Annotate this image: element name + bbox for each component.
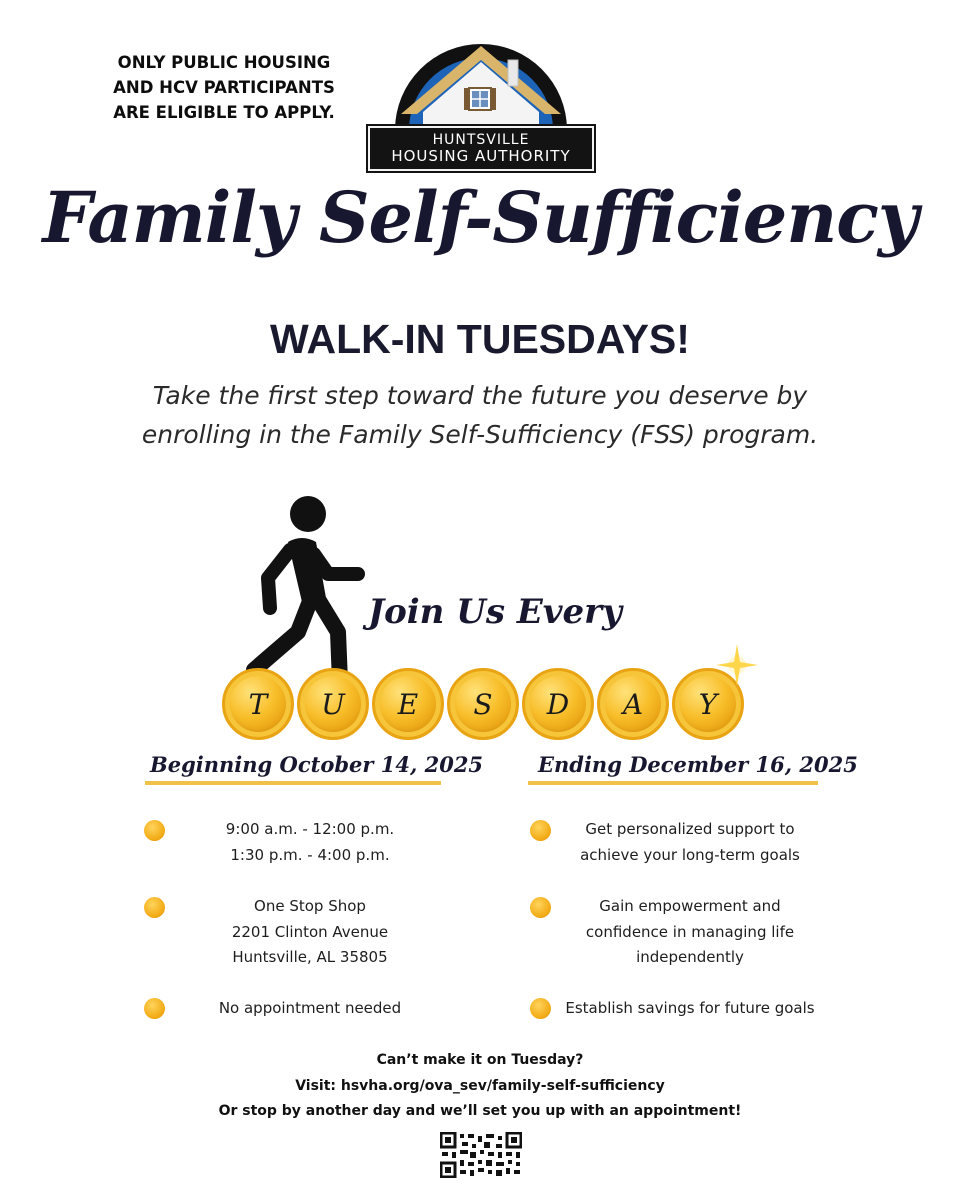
footer-url-line[interactable]: Visit: hsvha.org/ova_sev/family-self-sufficiency	[295, 1077, 665, 1094]
appointment-item	[190, 996, 430, 1022]
coin-bullet-icon	[530, 897, 551, 918]
location-line: 2201 Clinton Avenue	[231, 922, 389, 941]
appointment-line: No appointment needed	[218, 999, 402, 1017]
support-line: Get personalized support to	[585, 820, 795, 838]
empowerment-line: confidence in managing life	[585, 922, 795, 941]
coin-bullet-icon	[144, 998, 165, 1019]
coin-letter-s: S	[447, 668, 519, 740]
eligibility-note	[104, 50, 344, 125]
qr-code-icon[interactable]	[440, 1132, 522, 1178]
empowerment-line: independently	[636, 948, 744, 966]
coin-letter-u: U	[297, 668, 369, 740]
coin-letter-e: E	[372, 668, 444, 740]
support-line: achieve your long-term goals	[580, 845, 800, 864]
eligibility-line: ARE ELIGIBLE TO APPLY.	[113, 103, 335, 122]
heading-underline	[528, 781, 818, 785]
logo-line-1: HUNTSVILLE	[432, 132, 530, 148]
tagline	[100, 376, 860, 454]
tagline-line: enrolling in the Family Self-Sufficiency (FSS) program.	[141, 420, 819, 449]
coin-letter-a: A	[597, 668, 669, 740]
ending-date-heading: Ending December 16, 2025	[538, 752, 858, 777]
coin-bullet-icon	[144, 897, 165, 918]
coin-bullet-icon	[530, 998, 551, 1019]
support-item	[550, 817, 830, 868]
location-line: One Stop Shop	[254, 897, 366, 915]
hours-item	[190, 817, 430, 868]
footer-note	[0, 1048, 960, 1125]
tuesday-coins	[222, 668, 744, 740]
sparkle-icon	[712, 640, 762, 690]
hours-line: 1:30 p.m. - 4:00 p.m.	[230, 845, 390, 864]
coin-letter-t: T	[222, 668, 294, 740]
heading-underline	[145, 781, 441, 785]
huntsville-housing-authority-logo	[365, 38, 597, 173]
tagline-line: Take the first step toward the future you deserve by	[152, 381, 808, 410]
empowerment-item	[550, 894, 830, 971]
location-item	[190, 894, 430, 971]
location-line: Huntsville, AL 35805	[232, 948, 388, 966]
beginning-date-heading: Beginning October 14, 2025	[150, 752, 484, 777]
coin-bullet-icon	[530, 820, 551, 841]
eligibility-line: AND HCV PARTICIPANTS	[113, 78, 335, 97]
hours-line: 9:00 a.m. - 12:00 p.m.	[225, 820, 395, 838]
walking-person-icon	[240, 492, 370, 692]
savings-item	[552, 996, 828, 1022]
join-us-every: Join Us Every	[368, 592, 622, 632]
empowerment-line: Gain empowerment and	[599, 897, 781, 915]
logo-line-2: HOUSING AUTHORITY	[391, 147, 571, 165]
house-icon	[365, 38, 597, 138]
logo-nameplate	[368, 126, 594, 171]
eligibility-line: ONLY PUBLIC HOUSING	[117, 53, 331, 72]
walk-in-heading: WALK-IN TUESDAYS!	[270, 316, 690, 362]
savings-line: Establish savings for future goals	[565, 999, 815, 1017]
coin-letter-y: Y	[672, 668, 744, 740]
coin-bullet-icon	[144, 820, 165, 841]
footer-line: Can’t make it on Tuesday?	[376, 1052, 584, 1068]
page-title: Family Self-Sufficiency	[42, 176, 918, 259]
coin-letter-d: D	[522, 668, 594, 740]
footer-line: Or stop by another day and we’ll set you up with an appointment!	[218, 1103, 742, 1119]
